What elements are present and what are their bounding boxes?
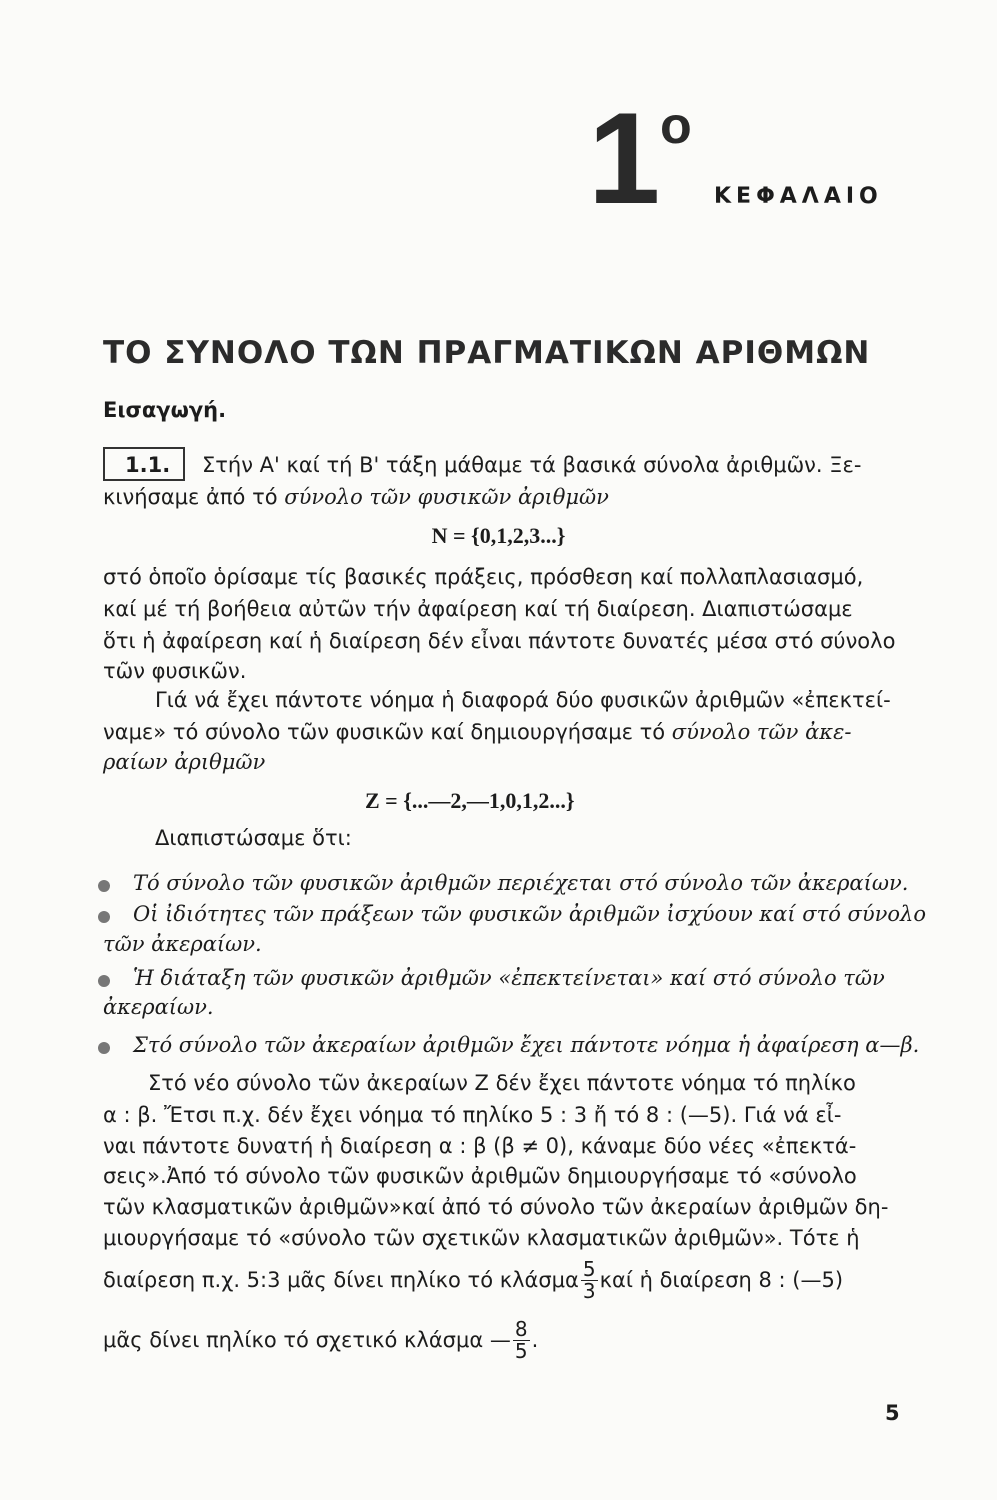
bullet-4: Στό σύνολο τῶν ἀκεραίων ἀριθμῶν ἔχει πάντοτε νόημα ἡ ἀφαίρεση α—β. [133,1033,920,1057]
para4-line5: τῶν κλασματικῶν ἀριθμῶν»καί ἀπό τό σύνολο τῶν ἀκεραίων ἀριθμῶν δη- [103,1195,889,1219]
bullet-2-line1: Οἱ ἰδιότητες τῶν πράξεων τῶν φυσικῶν ἀριθμῶν ἰσχύουν καί στό σύνολο [133,902,926,926]
para4-line1: Στό νέο σύνολο τῶν ἀκεραίων Z δέν ἔχει πάντοτε νόημα τό πηλίκο [148,1071,856,1095]
chapter-number: 1 [588,85,661,231]
para3-line2 [103,722,900,743]
para1-line1: Στήν Α' καί τή Β' τάξη μάθαμε τά βασικά σύνολα ἀριθμῶν. Ξε- [202,453,862,477]
para2-line4: τῶν φυσικῶν. [103,659,247,683]
natural-numbers-term: σύνολο τῶν φυσικῶν ἀριθμῶν [284,485,609,509]
bullet-1: Τό σύνολο τῶν φυσικῶν ἀριθμῶν περιέχεται στό σύνολο τῶν ἀκεραίων. [133,871,909,895]
bullet-3-line2: ἀκεραίων. [103,995,214,1019]
para2-line3: ὅτι ἡ ἀφαίρεση καί ἡ διαίρεση δέν εἶναι πάντοτε δυνατές μέσα στό σύνολο [103,629,896,653]
bullet-dot [98,1042,110,1054]
para4-line7-text-b: καί ἡ διαίρεση 8 : (—5) [599,1268,844,1292]
para2-line2: καί μέ τή βοήθεια αὐτῶν τήν ἀφαίρεση καί τή διαίρεση. Διαπιστώσαμε [103,597,853,621]
integers-term: σύνολο τῶν ἀκε- [671,720,852,744]
para4-line3: ναι πάντοτε δυνατή ἡ διαίρεση α : β (β ≠ 0), κάναμε δύο νέες «ἐπεκτά- [103,1134,857,1158]
bullet-3-line1: Ἡ διάταξη τῶν φυσικῶν ἀριθμῶν «ἐπεκτείνεται» καί στό σύνολο τῶν [133,966,885,990]
bullet-2-line2: τῶν ἀκεραίων. [103,932,262,956]
bullet-dot [98,975,110,987]
para2-line1: στό ὁποῖο ὁρίσαμε τίς βασικές πράξεις, πρόσθεση καί πολλαπλασιασμό, [103,565,864,589]
chapter-title: ΤΟ ΣΥΝΟΛΟ ΤΩΝ ΠΡΑΓΜΑΤΙΚΩΝ ΑΡΙΘΜΩΝ [103,335,871,371]
chapter-word: ΚΕΦΑΛΑΙΟ [714,184,883,209]
section-tag-box [103,447,185,481]
para4-line8 [103,1315,900,1365]
para3-line1: Γιά νά ἔχει πάντοτε νόημα ἡ διαφορά δύο φυσικῶν ἀριθμῶν «ἐπεκτεί- [155,688,891,712]
fraction-denominator: 5 [514,1338,528,1363]
para4-line6: μιουργήσαμε τό «σύνολο τῶν σχετικῶν κλασματικῶν ἀριθμῶν». Τότε ἡ [103,1226,860,1250]
observe-line: Διαπιστώσαμε ὅτι: [155,826,352,850]
fraction-numerator: 5 [582,1256,596,1281]
para1-line2-text: κινήσαμε ἀπό τό [103,485,285,509]
para1-line2 [103,487,900,508]
fraction-numerator: 8 [514,1316,528,1341]
para4-line7 [103,1255,900,1305]
chapter-number-superscript: ο [660,97,692,155]
para4-line8-text-a: μᾶς δίνει πηλίκο τό σχετικό κλάσμα — [103,1328,511,1352]
para4-line2: α : β. Ἔτσι π.χ. δέν ἔχει νόημα τό πηλίκο 5 : 3 ἤ τό 8 : (—5). Γιά νά εἶ- [103,1103,842,1127]
para4-line8-text-b: . [531,1328,539,1352]
fraction-8-5 [513,1316,530,1363]
fraction-5-3 [581,1256,598,1303]
integers-equation: Z = {...—2,—1,0,1,2...} [365,788,575,813]
bullet-dot [98,880,110,892]
para4-line4: σεις».Ἀπό τό σύνολο τῶν φυσικῶν ἀριθμῶν δημιουργήσαμε τό «σύνολο [103,1164,857,1188]
fraction-denominator: 3 [582,1278,596,1303]
para4-line7-text-a: διαίρεση π.χ. 5:3 μᾶς δίνει πηλίκο τό κλάσμα [103,1268,579,1292]
natural-numbers-equation: N = {0,1,2,3...} [431,523,566,548]
section-heading: Εισαγωγή. [103,398,227,422]
para3-line3: ραίων ἀριθμῶν [103,750,266,774]
page-number: 5 [885,1401,900,1425]
bullet-dot [98,911,110,923]
para3-line2-text: ναμε» τό σύνολο τῶν φυσικῶν καί δημιουργήσαμε τό [103,720,672,744]
section-tag: 1.1. [125,453,171,477]
